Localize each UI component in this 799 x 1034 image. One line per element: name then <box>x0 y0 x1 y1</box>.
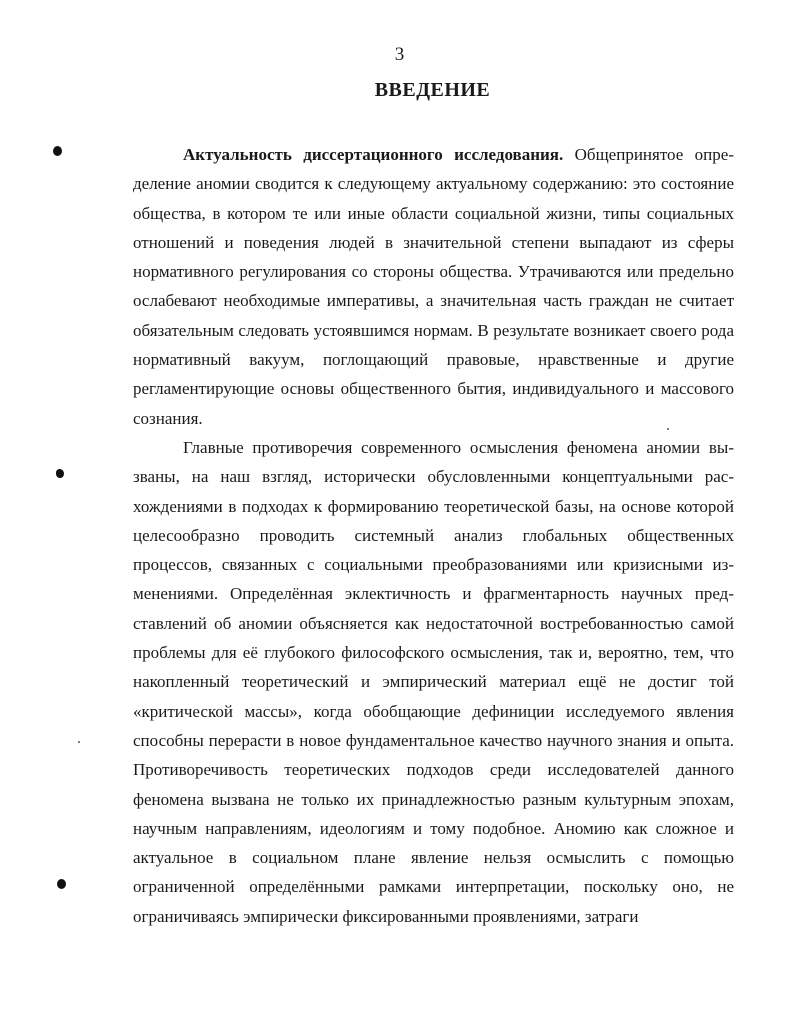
document-body <box>133 140 734 931</box>
paragraph-lead-heading: Актуальность диссертационного исследования. <box>183 145 564 164</box>
hole-punch-mark <box>56 469 64 478</box>
paragraph-relevance <box>133 140 734 433</box>
hole-punch-mark <box>57 879 66 889</box>
scan-speck <box>667 428 669 430</box>
paragraph-contradictions: Главные противоречия современного осмысления феномена аномии вызваны, на наш взгляд, исторически обусловленными концептуальными расхождениями в подходах к формированию теоретической базы, на основе которой целесообразно проводить системный анализ глобальных общественных процессов, связанных с социальными преобразованиями или кризисными изменениями. Определённая эклектичность и фрагментарность научных представлений об аномии объясняется как недостаточной востребованностью самой проблемы для её глубокого философского осмысления, так и, вероятно, тем, что накопленный теоретический и эмпирический материал ещё не достиг той «критической массы», когда обобщающие дефиниции исследуемого явления способны перерасти в новое фундаментальное качество научного знания и опыта. Противоречивость теоретических подходов среди исследователей данного феномена вызвана не только их принадлежностью разным культурным эпохам, научным направлениям, идеологиям и тому подобное. Аномию как сложное и актуальное в социальном плане явление нельзя осмыслить с помощью ограниченной определёнными рамками интерпретации, поскольку оно, не ограничиваясь эмпирически фиксированными проявлениями, затраги <box>133 437 734 926</box>
hole-punch-mark <box>53 146 62 156</box>
page-title: ВВЕДЕНИЕ <box>374 79 491 101</box>
page-number: 3 <box>394 44 405 65</box>
paragraph-relevance-text: Общепринятое определение аномии сводится к следующему актуальному содержанию: это состояние общества, в котором те или иные области социальной жизни, типы социальных отношений и поведения людей в значительной степени выпадают из сферы нормативного регулирования со стороны общества. Утрачиваются или предельно ослабевают необходимые императивы, а значительная часть граждан не считает обязательным следовать устоявшимся нормам. В результате возникает своего рода нормативный вакуум, поглощающий правовые, нравственные и другие регламентирующие основы общественного бытия, индивидуального и массового сознания. <box>133 145 734 428</box>
scan-speck <box>78 741 80 743</box>
